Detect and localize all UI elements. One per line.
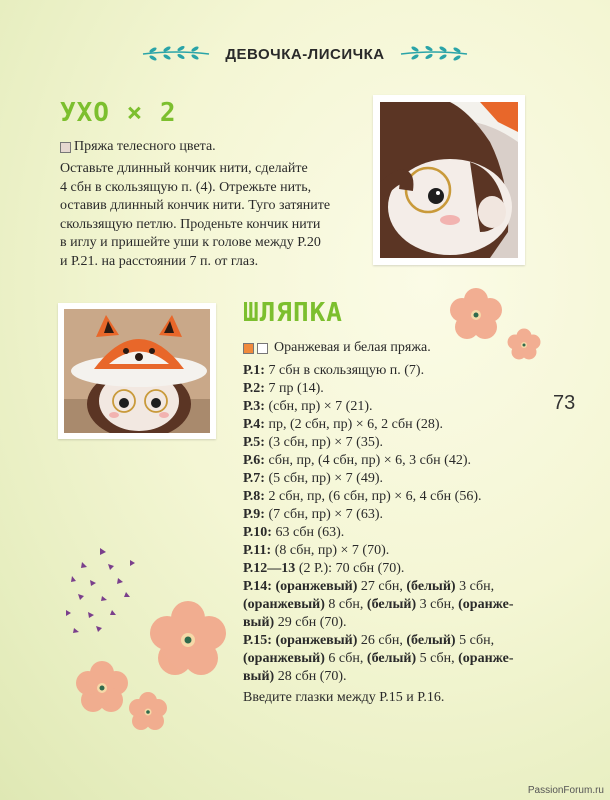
orange-swatch-icon [243,343,254,354]
row-line: Р.3: (сбн, пр) × 7 (21). [243,399,373,414]
ear-line: оставив длинный кончик нити. Туго затяните [60,198,331,213]
row-line: Р.4: пр, (2 сбн, пр) × 6, 2 сбн (28). [243,417,443,432]
ear-photo [373,95,525,265]
ear-line: и Р.21. на расстоянии 7 п. от глаз. [60,253,259,269]
hat-rows [243,362,553,686]
page-header [0,36,610,72]
row-14-line-2: (оранжевый) 8 сбн, (белый) 3 сбн, (оранже- [243,597,514,612]
hat-yarn-text: Оранжевая и белая пряжа. [274,340,431,355]
flowers-top-right-icon [440,282,560,372]
row-14-line-1: Р.14: (оранжевый) 27 сбн, (белый) 3 сбн, [243,579,495,594]
row-line: Р.1: 7 сбн в скользящую п. (7). [243,363,425,378]
row-line: Р.2: 7 пр (14). [243,381,324,396]
page-number: 73 [553,392,576,414]
row-15-line-1: Р.15: (оранжевый) 26 сбн, (белый) 5 сбн, [243,633,495,648]
hat-yarn-note [243,340,431,356]
watermark: PassionForum.ru [527,785,604,796]
row-line: Р.12—13 (2 Р.): 70 сбн (70). [243,561,405,576]
row-line: Р.8: 2 сбн, пр, (6 сбн, пр) × 6, 4 сбн (56). [243,489,482,504]
row-line: Р.9: (7 сбн, пр) × 7 (63). [243,507,384,522]
row-line: Р.10: 63 сбн (63). [243,525,345,540]
ear-instructions [60,160,380,271]
white-swatch-icon [257,343,268,354]
page-title: ДЕВОЧКА-ЛИСИЧКА [225,45,385,63]
row-15-line-2: (оранжевый) 6 сбн, (белый) 5 сбн, (оранже- [243,651,514,666]
ear-line: в иглу и пришейте уши к голове между Р.20 [60,235,321,250]
row-line: Р.7: (5 сбн, пр) × 7 (49). [243,471,384,486]
yarn-swatch-icon [60,142,71,153]
hat-photo [58,303,216,439]
row-line: Р.5: (3 сбн, пр) × 7 (35). [243,435,384,450]
ear-line: Оставьте длинный кончик нити, сделайте [60,161,308,176]
ear-heading: УХО × 2 [60,98,177,128]
ear-line: скользящую петлю. Проденьте кончик нити [60,216,321,232]
hat-heading: ШЛЯПКА [243,298,343,328]
ear-line: 4 сбн в скользящую п. (4). Отрежьте нить, [60,179,312,195]
row-14-line-3: вый) 29 сбн (70). [243,615,347,630]
row-line: Р.6: сбн, пр, (4 сбн, пр) × 6, 3 сбн (42). [243,453,471,468]
row-line: Р.11: (8 сбн, пр) × 7 (70). [243,543,390,558]
left-ornament-icon [141,44,211,64]
hat-footer-note: Введите глазки между Р.15 и Р.16. [243,690,445,705]
ear-yarn-note [60,139,216,155]
row-15-line-3: вый) 28 сбн (70). [243,669,347,684]
flowers-bottom-left-icon [60,540,250,740]
ear-yarn-text: Пряжа телесного цвета. [74,139,216,154]
right-ornament-icon [399,44,469,64]
